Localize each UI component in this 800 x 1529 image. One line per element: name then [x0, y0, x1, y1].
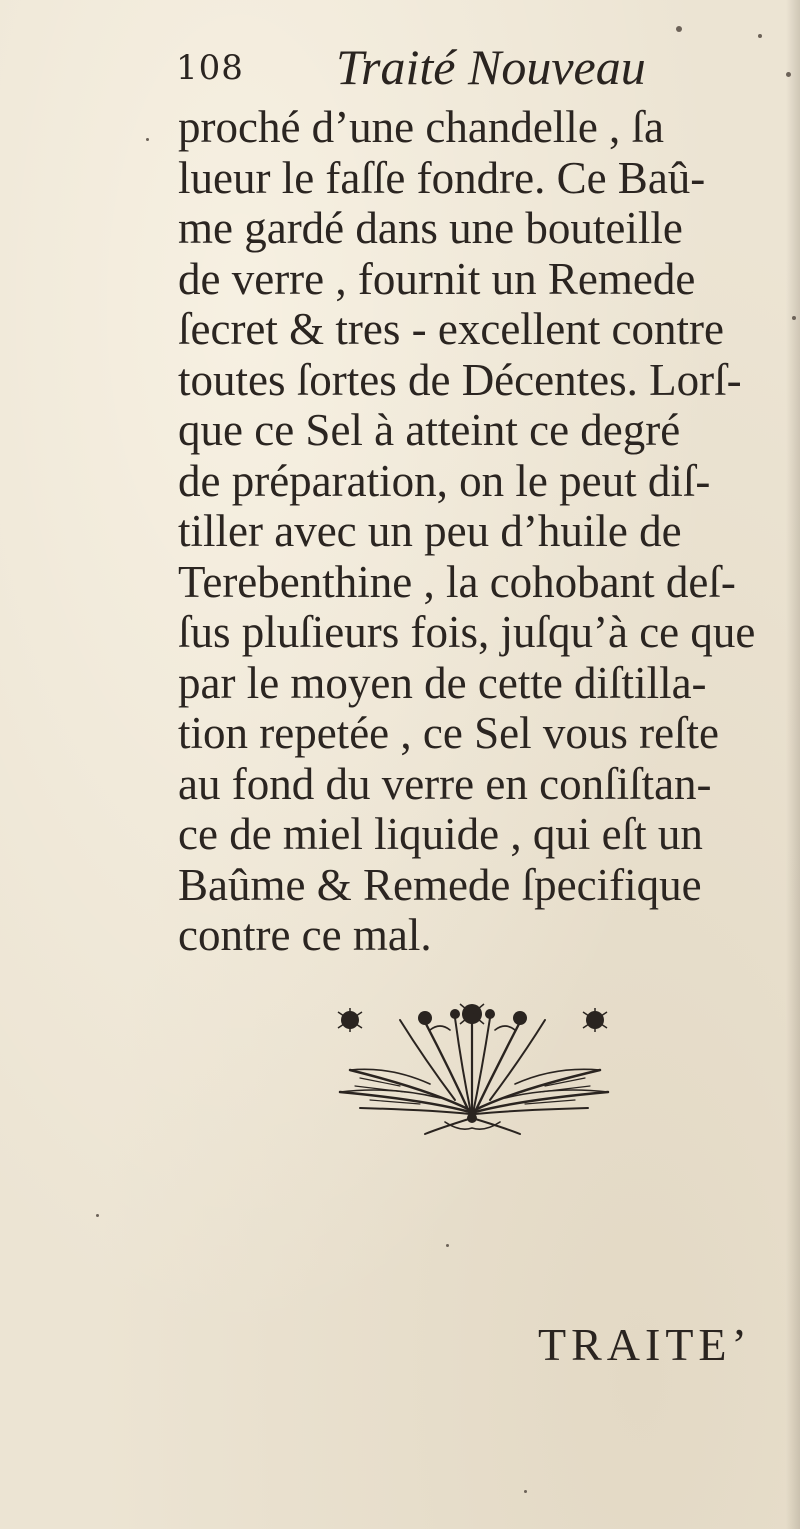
- paper-speck: [792, 316, 796, 320]
- text-line: par le moyen de cette diſtilla-: [178, 657, 707, 708]
- text-line: tiller avec un peu d’huile de: [178, 506, 682, 556]
- text-line: ſus pluſieurs fois, juſqu’à ce que: [178, 607, 756, 657]
- text-line: toutes ſortes de Décentes. Lorſ-: [178, 354, 742, 405]
- paper-speck: [446, 1244, 449, 1247]
- paper-speck: [524, 1490, 527, 1493]
- text-line: lueur le faſſe fondre. Ce Baû-: [178, 152, 706, 203]
- text-line: au fond du verre en conſiſtan-: [178, 758, 712, 809]
- body-text: [178, 102, 798, 961]
- floral-tailpiece-icon: [330, 1000, 615, 1135]
- paper-speck: [146, 138, 149, 141]
- running-title: Traité Nouveau: [336, 39, 646, 95]
- text-line: tion repetée , ce Sel vous reſte: [178, 708, 720, 758]
- text-line: me gardé dans une bouteille: [178, 203, 683, 253]
- text-line: Baûme & Remede ſpecifique: [178, 859, 702, 910]
- text-line: ce de miel liquide , qui eſt un: [178, 809, 703, 859]
- paper-speck: [676, 26, 682, 32]
- text-line: Terebenthine , la cohobant deſ-: [178, 556, 736, 607]
- text-line: ſecret & tres - excellent contre: [178, 304, 724, 354]
- text-line: de préparation, on le peut diſ-: [178, 455, 711, 506]
- text-line: contre ce mal.: [178, 910, 432, 960]
- catchword: TRAITE’: [538, 1319, 752, 1370]
- page-number: 108: [176, 48, 244, 88]
- paper-speck: [96, 1214, 99, 1217]
- paper-speck: [758, 34, 762, 38]
- paper-speck: [786, 72, 791, 77]
- text-line: que ce Sel à atteint ce degré: [178, 405, 681, 455]
- page-header: [176, 36, 736, 98]
- text-line: de verre , fournit un Remede: [178, 253, 696, 304]
- text-line: proché d’une chandelle , ſa: [178, 102, 665, 152]
